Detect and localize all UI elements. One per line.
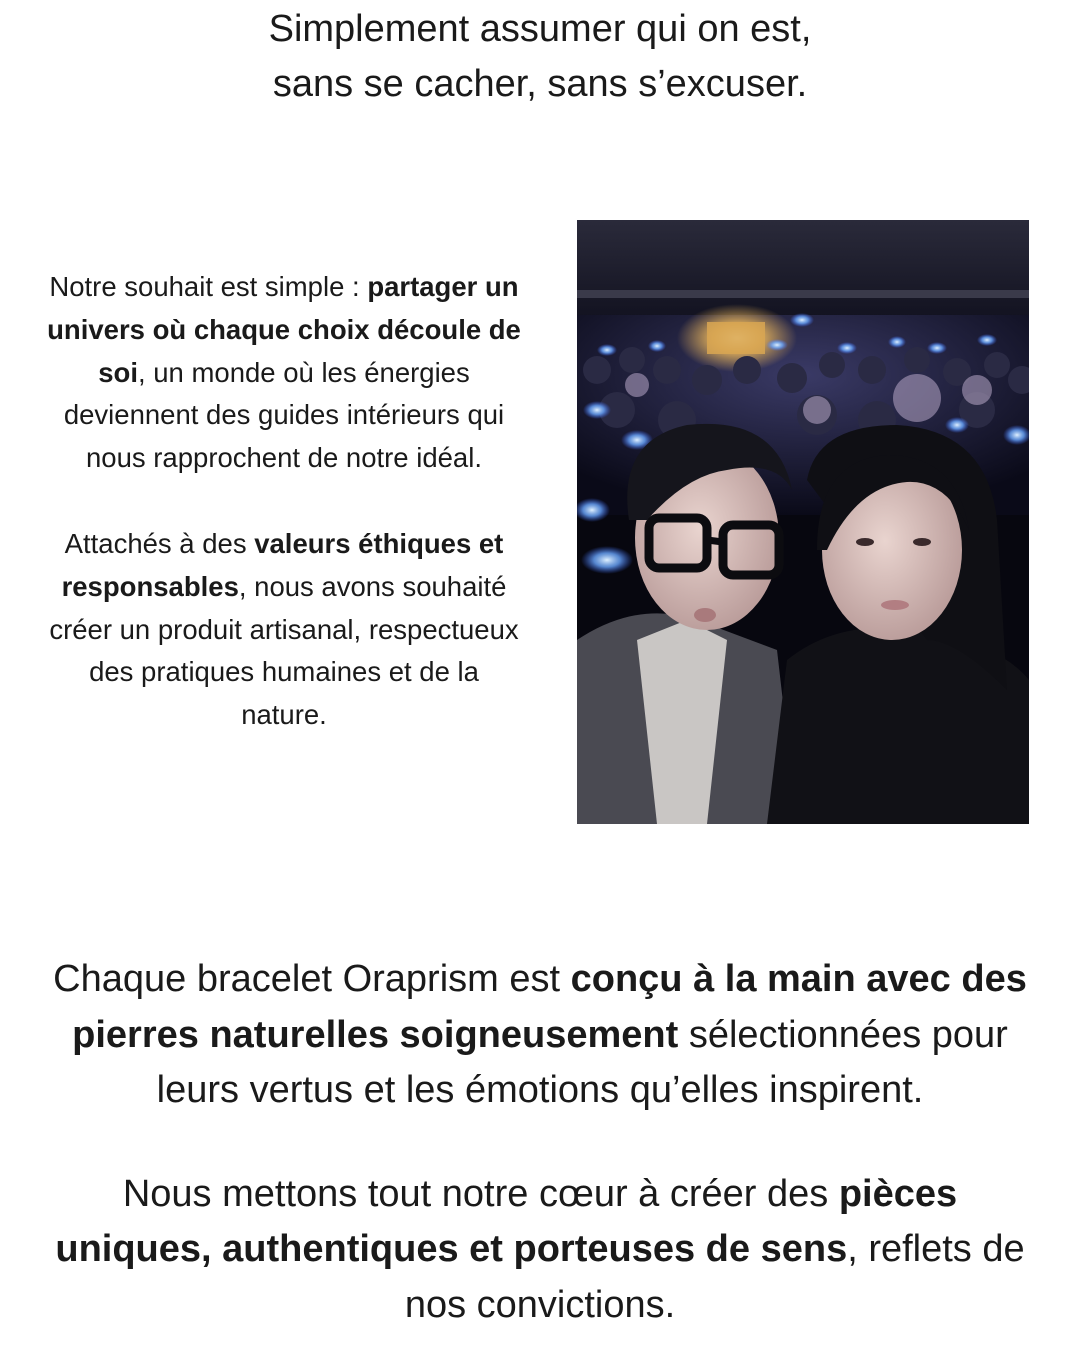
brand-values-text: [44, 266, 524, 737]
ethics-intro-text: Attachés à des: [64, 527, 255, 559]
handmade-paragraph: [40, 952, 1040, 1119]
wish-paragraph: [44, 266, 524, 480]
handmade-highlight: conçu à la main avec des pierres naturelles soigneusement: [72, 958, 1027, 1056]
ethics-paragraph: [44, 523, 524, 737]
concert-selfie-photo: [577, 220, 1029, 824]
unique-highlight: pièces uniques, authentiques et porteuses de sens: [55, 1172, 958, 1270]
craftsmanship-text: [40, 952, 1040, 1333]
unique-intro-text: Nous mettons tout notre cœur à créer des: [122, 1172, 839, 1215]
wish-rest-text: , un monde où les énergies deviennent des guides intérieurs qui nous rapprochent de notre idéal.: [63, 356, 505, 474]
unique-pieces-paragraph: [40, 1167, 1040, 1334]
wish-intro-text: Notre souhait est simple :: [49, 271, 368, 302]
unique-rest-text: , reflets de nos convictions.: [404, 1228, 1025, 1326]
handmade-rest-text: sélectionnées pour leurs vertus et les émotions qu’elles inspirent.: [156, 1013, 1008, 1111]
intro-heading: [0, 2, 1080, 112]
wish-highlight: partager un univers où chaque choix découle de soi: [47, 271, 521, 388]
handmade-intro-text: Chaque bracelet Oraprism est: [53, 958, 571, 1000]
ethics-highlight: valeurs éthiques et responsables: [61, 527, 504, 602]
ethics-rest-text: , nous avons souhaité créer un produit artisanal, respectueux des pratiques humaines et de la nature.: [49, 570, 519, 731]
intro-line-1: Simplement assumer qui on est,: [268, 8, 812, 50]
intro-line-2: sans se cacher, sans s’excuser.: [272, 63, 808, 105]
